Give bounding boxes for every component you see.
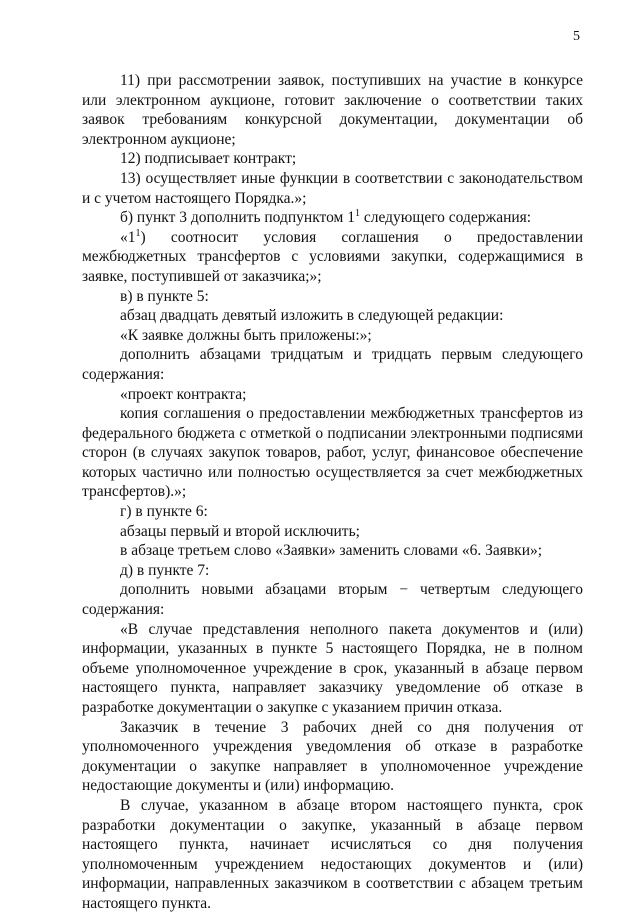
paragraph-item-11: 11) при рассмотрении заявок, поступивших на участие в конкурсе или электронном аукционе, готовит заключение о соответствии таких заявок требованиям конкурсной документации, документации об электронном аукционе; <box>82 72 583 148</box>
paragraph: абзацы первый и второй исключить; <box>120 522 360 540</box>
superscript: 1 <box>355 208 360 219</box>
paragraph-text: следующего содержания: <box>360 209 532 227</box>
paragraph-point-g: г) в пункте 6: <box>120 503 208 521</box>
paragraph: Заказчик в течение 3 рабочих дней со дня получения от уполномоченного учреждения уведомления об отказе в разработке документации о закупке направляет в уполномоченное учреждение недостающие документы и (или) информацию. <box>82 718 583 795</box>
superscript: 1 <box>135 227 141 239</box>
paragraph-text: «1 <box>120 228 136 246</box>
paragraph: «К заявке должны быть приложены:»; <box>120 326 372 344</box>
paragraph-text: б) пункт 3 дополнить подпунктом 1 <box>120 209 355 227</box>
paragraph-text: ) соотносит условия соглашения о предоставлении межбюджетных трансфертов с условиями закупки, содержащимися в заявке, поступившей от заказчика;»; <box>82 228 583 285</box>
paragraph-item-12: 12) подписывает контракт; <box>120 150 297 168</box>
paragraph-item-13: 13) осуществляет иные функции в соответствии с законодательством и с учетом настоящего Порядка.»; <box>82 169 583 207</box>
paragraph: абзац двадцать девятый изложить в следующей редакции: <box>120 307 504 325</box>
paragraph: «В случае представления неполного пакета документов и (или) информации, указанных в пункте 5 настоящего Порядка, не в полном объеме уполномоченное учреждение в срок, указанный в абзаце первом настоящего пункта, направляет заказчику уведомление об отказе в разработке документации о закупке с указанием причин отказа. <box>82 620 583 716</box>
paragraph-point-d: д) в пункте 7: <box>120 561 210 579</box>
paragraph: в абзаце третьем слово «Заявки» заменить словами «6. Заявки»; <box>120 542 543 560</box>
paragraph: дополнить абзацами тридцатым и тридцать первым следующего содержания: <box>82 346 583 383</box>
paragraph: копия соглашения о предоставлении межбюджетных трансфертов из федерального бюджета с отметкой о подписании электронными подписями сторон (в случаях закупок товаров, работ, услуг, финансовое обеспечение которых частично или полностью осуществляется за счет межбюджетных трансфертов).»; <box>82 405 583 501</box>
paragraph: «проект контракта; <box>120 385 247 403</box>
page-number: 5 <box>573 29 580 44</box>
paragraph: дополнить новыми абзацами вторым − четвертым следующего содержания: <box>82 581 583 619</box>
paragraph-point-v: в) в пункте 5: <box>120 287 209 305</box>
document-body <box>82 71 583 914</box>
paragraph-subpoint-1-1 <box>82 228 583 287</box>
paragraph-point-b <box>82 208 583 228</box>
paragraph: В случае, указанном в абзаце втором настоящего пункта, срок разработки документации о закупке, указанный в абзаце первом настоящего пункта, начинает исчисляться со дня получения уполномоченным учреждением недостающих документов и (или) информации, направленных заказчиком в соответствии с абзацем третьим настоящего пункта. <box>82 796 583 912</box>
